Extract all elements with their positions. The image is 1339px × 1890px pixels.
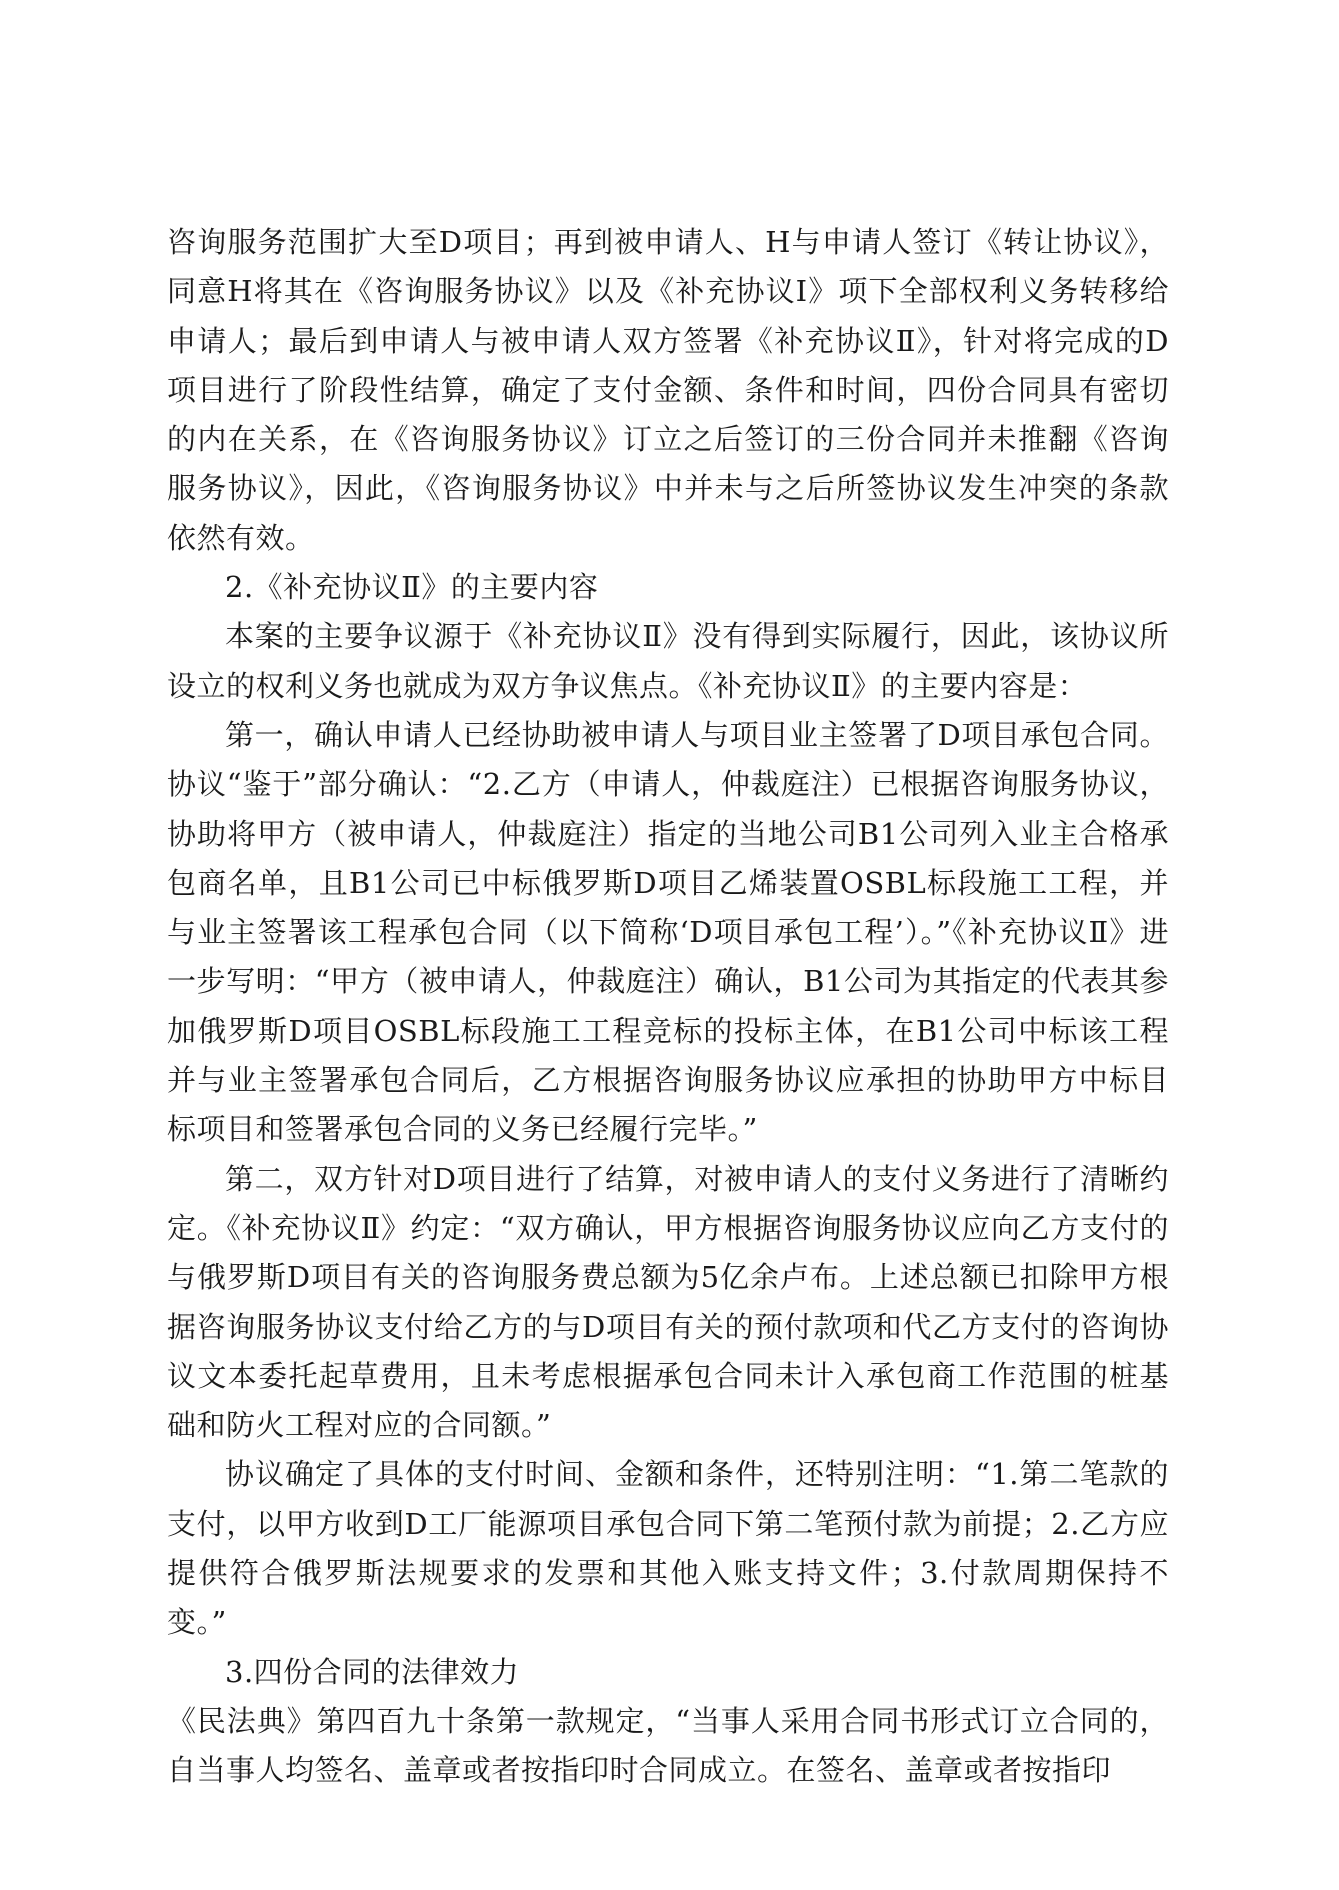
paragraph-civil-code-article: 《民法典》第四百九十条第一款规定，“当事人采用合同书形式订立合同的，自当事人均签名、盖章或者按指印时合同成立。在签名、盖章或者按指印 <box>167 1703 1169 1788</box>
paragraph-dispute-source: 本案的主要争议源于《补充协议Ⅱ》没有得到实际履行，因此，该协议所设立的权利义务也就成为双方争议焦点。《补充协议Ⅱ》的主要内容是： <box>167 619 1169 703</box>
paragraph-payment-terms: 协议确定了具体的支付时间、金额和条件，还特别注明：“1.第二笔款的支付，以甲方收到D工厂能源项目承包合同下第二笔预付款为前提；2.乙方应提供符合俄罗斯法规要求的发票和其他入账支持文件；3.付款周期保持不变。” <box>167 1457 1169 1640</box>
paragraph-scope-and-contract-relations: 咨询服务范围扩大至D项目；再到被申请人、H与申请人签订《转让协议》，同意H将其在《咨询服务协议》以及《补充协议Ⅰ》项下全部权利义务转移给申请人；最后到申请人与被申请人双方签署《补充协议Ⅱ》，针对将完成的D项目进行了阶段性结算，确定了支付金额、条件和时间，四份合同具有密切的内在关系，在《咨询服务协议》订立之后签订的三份合同并未推翻《咨询服务协议》，因此，《咨询服务协议》中并未与之后所签协议发生冲突的条款依然有效。 <box>167 225 1169 555</box>
section-heading-supplement-2-content: 2.《补充协议Ⅱ》的主要内容 <box>225 570 599 605</box>
paragraph-second-settlement: 第二，双方针对D项目进行了结算，对被申请人的支付义务进行了清晰约定。《补充协议Ⅱ》约定：“双方确认，甲方根据咨询服务协议应向乙方支付的与俄罗斯D项目有关的咨询服务费总额为5亿余卢布。上述总额已扣除甲方根据咨询服务协议支付给乙方的与D项目有关的预付款项和代乙方支付的咨询协议文本委托起草费用，且未考虑根据承包合同未计入承包商工作范围的桩基础和防火工程对应的合同额。” <box>167 1161 1169 1443</box>
document-body <box>167 218 1169 1796</box>
paragraph-first-confirmation: 第一，确认申请人已经协助被申请人与项目业主签署了D项目承包合同。协议“鉴于”部分确认：“2.乙方（申请人，仲裁庭注）已根据咨询服务协议，协助将甲方（被申请人，仲裁庭注）指定的当地公司B1公司列入业主合格承包商名单，且B1公司已中标俄罗斯D项目乙烯装置OSBL标段施工工程，并与业主签署该工程承包合同（以下简称‘D项目承包工程’）。”《补充协议Ⅱ》进一步写明：“甲方（被申请人，仲裁庭注）确认，B1公司为其指定的代表其参加俄罗斯D项目OSBL标段施工工程竞标的投标主体，在B1公司中标该工程并与业主签署承包合同后，乙方根据咨询服务协议应承担的协助甲方中标目标项目和签署承包合同的义务已经履行完毕。” <box>167 717 1169 1147</box>
section-heading-legal-effect: 3.四份合同的法律效力 <box>225 1654 520 1689</box>
